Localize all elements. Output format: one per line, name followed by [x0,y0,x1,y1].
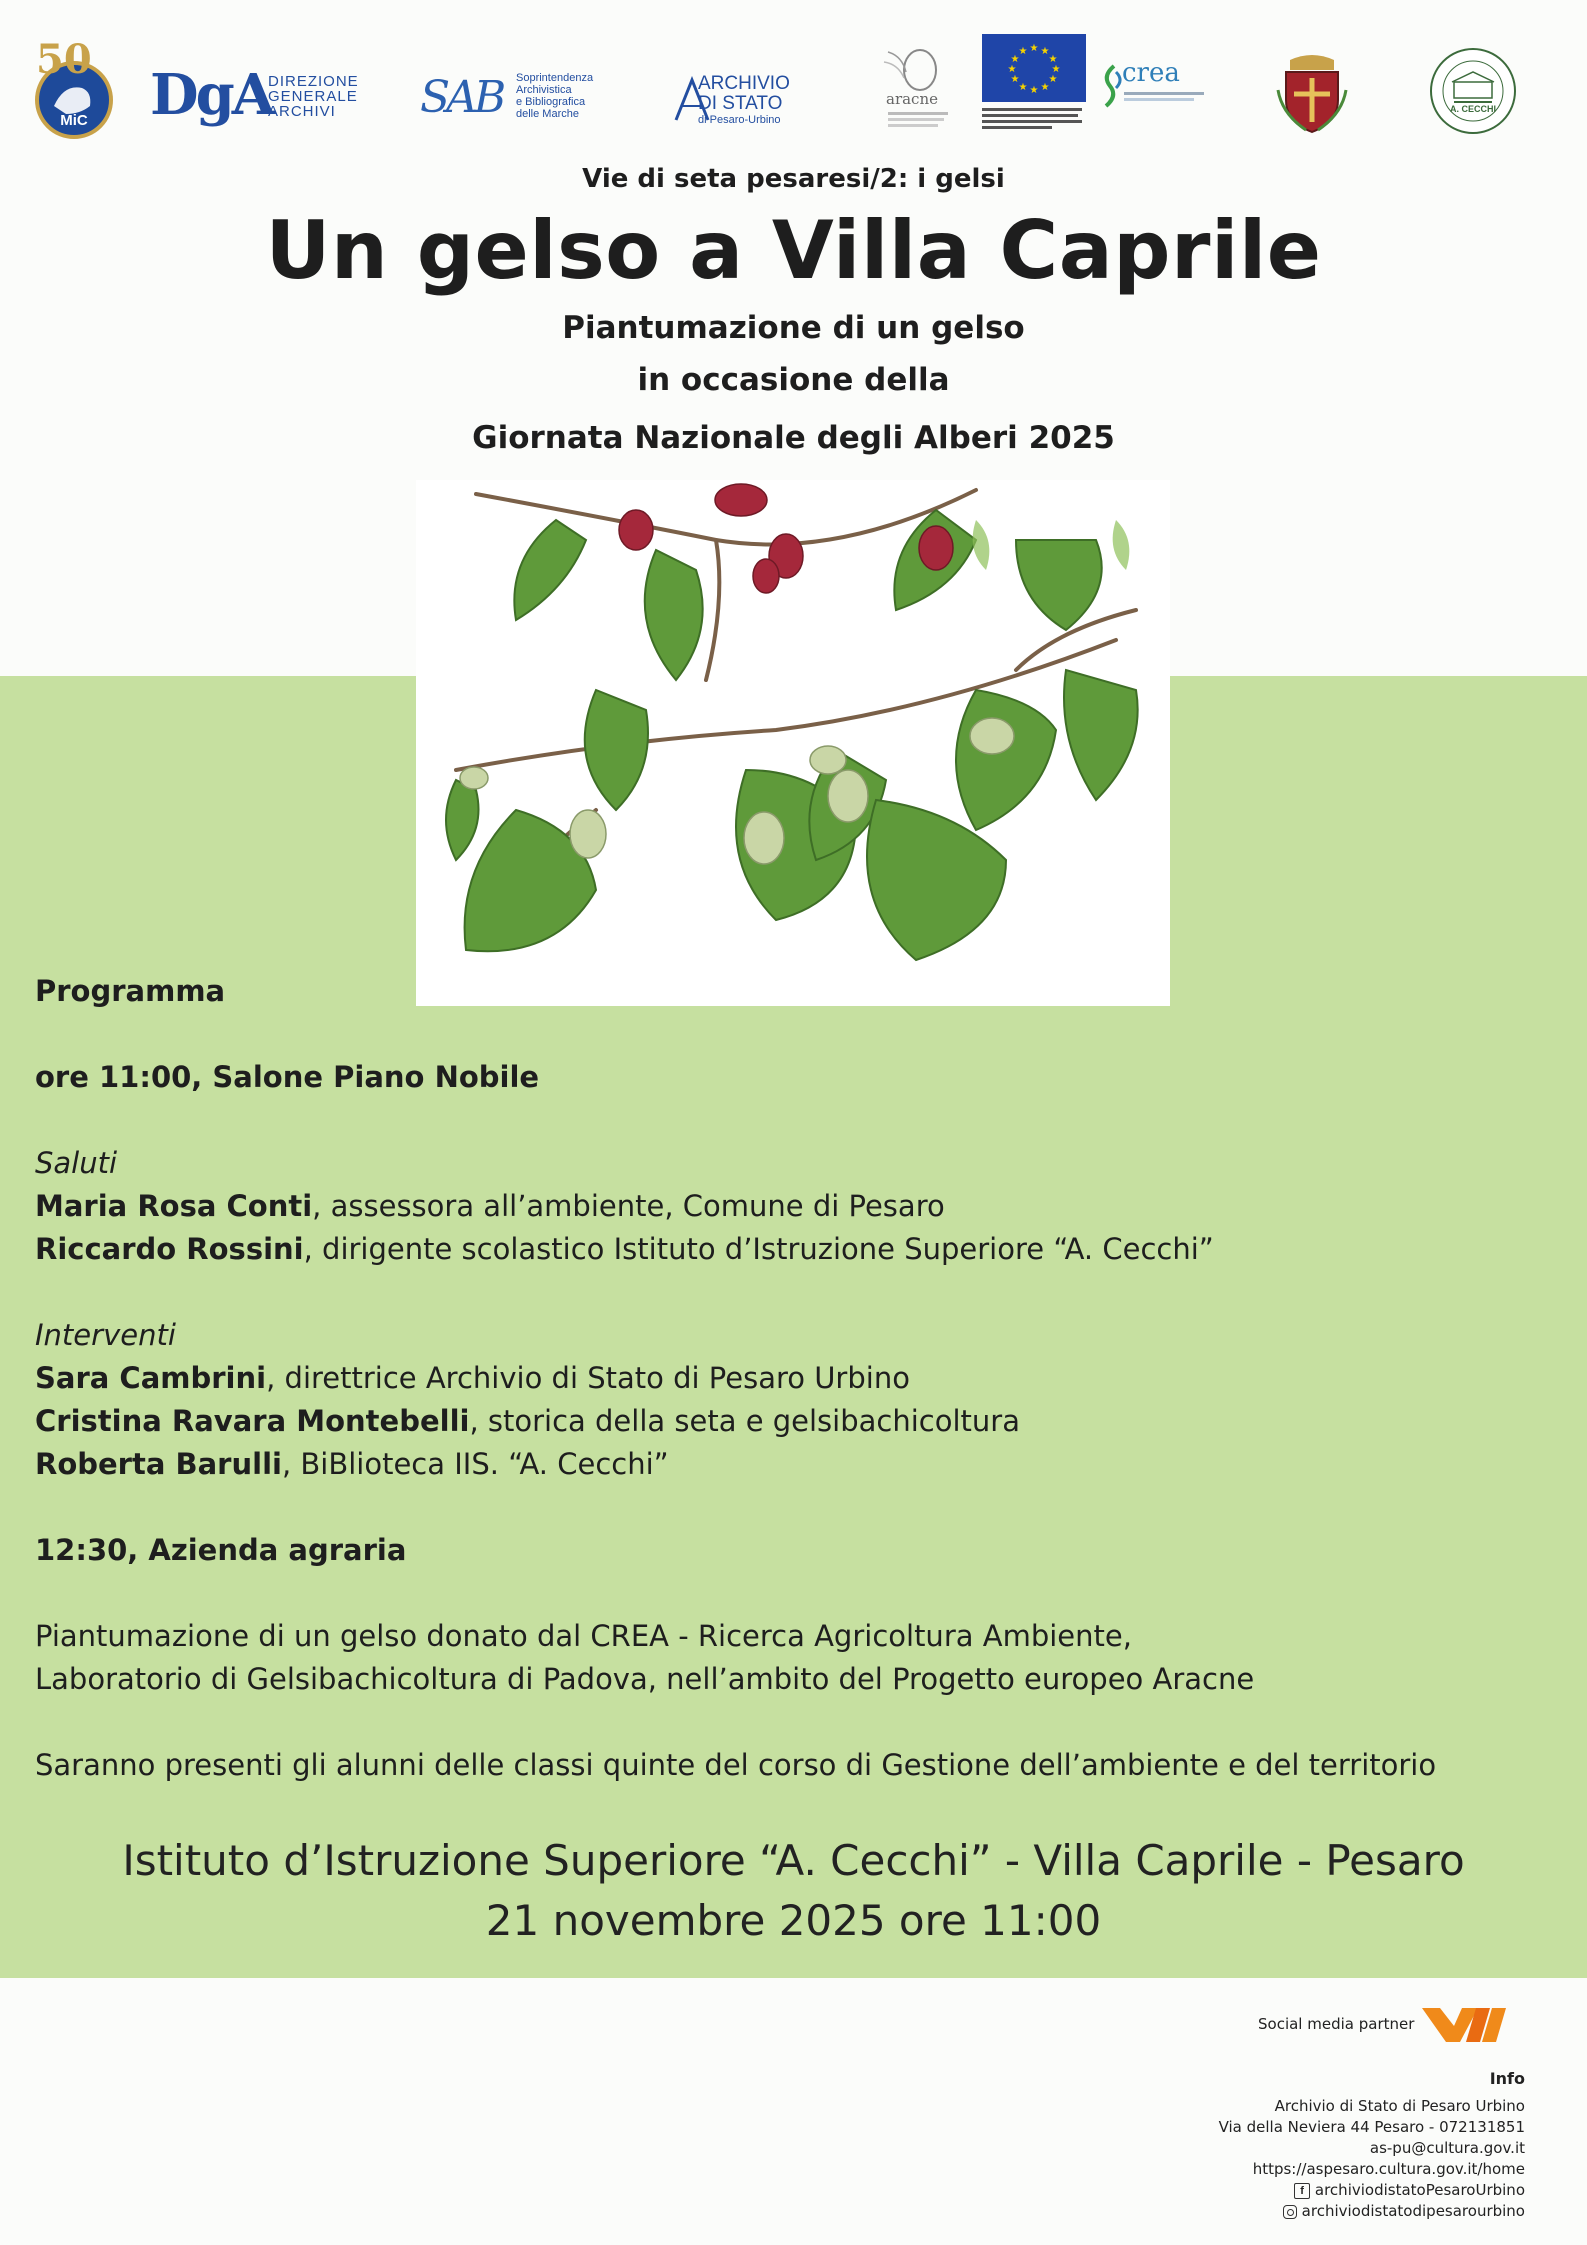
interventi-item [35,1400,1020,1443]
facebook-handle: archiviodistatoPesaroUrbino [1314,2181,1525,2199]
archivio-text: ARCHIVIO DI STATO di Pesaro-Urbino [698,73,790,126]
mic-50-logo [32,36,116,140]
subtitle-line-1: Piantumazione di un gelso [562,310,1025,346]
speaker-name: Riccardo Rossini [35,1232,304,1266]
info-website[interactable]: https://aspesaro.cultura.gov.it/home [1252,2160,1525,2178]
crea-name: crea [1122,58,1180,88]
saluti-item [35,1185,945,1228]
svg-text:★: ★ [1010,74,1020,85]
speaker-role: , direttrice Archivio di Stato di Pesaro Urbino [266,1361,910,1395]
svg-text:★: ★ [1048,74,1058,85]
speaker-name: Sara Cambrini [35,1361,267,1395]
speaker-role: , dirigente scolastico Istituto d’Istruzione Superiore “A. Cecchi” [303,1232,1214,1266]
page-title: Un gelso a Villa Caprile [265,204,1322,297]
mulberry-illustration [416,480,1170,1006]
social-partner-label: Social media partner [1258,2015,1415,2033]
dga-text: DIREZIONE GENERALE ARCHIVI [268,73,359,120]
svg-text:★: ★ [1029,85,1039,96]
mic-number: 50 [36,36,92,83]
program-heading: Programma [35,974,226,1008]
svg-text:★: ★ [1040,82,1050,93]
crea-tagline-line [1124,98,1194,101]
interventi-item [35,1443,669,1486]
svg-text:★: ★ [1048,54,1058,65]
info-line: Via della Neviera 44 Pesaro - 072131851 [1218,2118,1525,2136]
speaker-name: Maria Rosa Conti [35,1189,313,1223]
svg-text:★: ★ [1018,82,1028,93]
sab-mark: SAB [420,72,503,123]
speaker-name: Roberta Barulli [35,1447,282,1481]
logo-strip [0,0,1587,150]
cecchi-school-seal [1428,46,1518,136]
info-heading: Info [1489,2069,1525,2088]
venue-line: Istituto d’Istruzione Superiore “A. Cecchi” - Villa Caprile - Pesaro [122,1836,1465,1885]
aracne-logo [868,42,962,134]
subtitle-line-2: in occasione della [637,362,950,398]
eu-funding-logo [982,34,1086,134]
info-email[interactable]: as-pu@cultura.gov.it [1369,2139,1525,2157]
sab-logo [420,70,610,130]
instagram-handle: archiviodistatodipesarourbino [1301,2202,1525,2220]
pesaro-coat-of-arms [1276,50,1348,134]
svg-text:★: ★ [1007,64,1017,75]
speaker-name: Cristina Ravara Montebelli [35,1404,470,1438]
session-1-heading: ore 11:00, Salone Piano Nobile [35,1060,540,1094]
sab-text: Soprintendenza Archivistica e Bibliografica delle Marche [516,72,594,120]
subtitle-line-3: Giornata Nazionale degli Alberi 2025 [472,420,1115,456]
speaker-role: , BiBlioteca IIS. “A. Cecchi” [281,1447,669,1481]
speaker-role: , storica della seta e gelsibachicoltura [469,1404,1020,1438]
dga-mark: DgA [150,62,273,128]
info-line: Archivio di Stato di Pesaro Urbino [1274,2097,1525,2115]
dga-logo [150,62,370,136]
aracne-name: aracne [886,90,938,108]
saluti-item [35,1228,1214,1271]
facebook-icon: f [1294,2183,1310,2199]
session-2-heading: 12:30, Azienda agraria [35,1533,407,1567]
crea-tagline-line [1124,92,1204,95]
svg-text:★: ★ [1040,46,1050,57]
instagram-icon [1283,2205,1297,2219]
svg-text:★: ★ [1010,54,1020,65]
svg-text:★: ★ [1029,43,1039,54]
students-note: Saranno presenti gli alunni delle classi quinte del corso di Gestione dell’ambiente e del territorio [35,1748,1437,1782]
svg-text:★: ★ [1051,64,1061,75]
facebook-link[interactable] [1294,2180,1525,2201]
cecchi-seal-text: A. CECCHI [1449,104,1496,114]
interventi-label: Interventi [35,1318,176,1352]
kicker: Vie di seta pesaresi/2: i gelsi [582,164,1005,194]
session-2-description: Piantumazione di un gelso donato dal CREA - Ricerca Agricoltura Ambiente, [35,1619,1132,1653]
session-2-description: Laboratorio di Gelsibachicoltura di Padova, nell’ambito del Progetto europeo Aracne [35,1662,1255,1696]
saluti-label: Saluti [35,1146,118,1180]
instagram-link[interactable] [1283,2201,1525,2222]
crea-logo [1100,58,1210,114]
speaker-role: , assessora all’ambiente, Comune di Pesaro [312,1189,945,1223]
mic-label: MiC [60,112,88,129]
interventi-item [35,1357,910,1400]
date-line: 21 novembre 2025 ore 11:00 [485,1896,1102,1945]
social-partner-logo [1418,2002,1508,2046]
svg-text:★: ★ [1018,46,1028,57]
archivio-logo [672,74,822,126]
